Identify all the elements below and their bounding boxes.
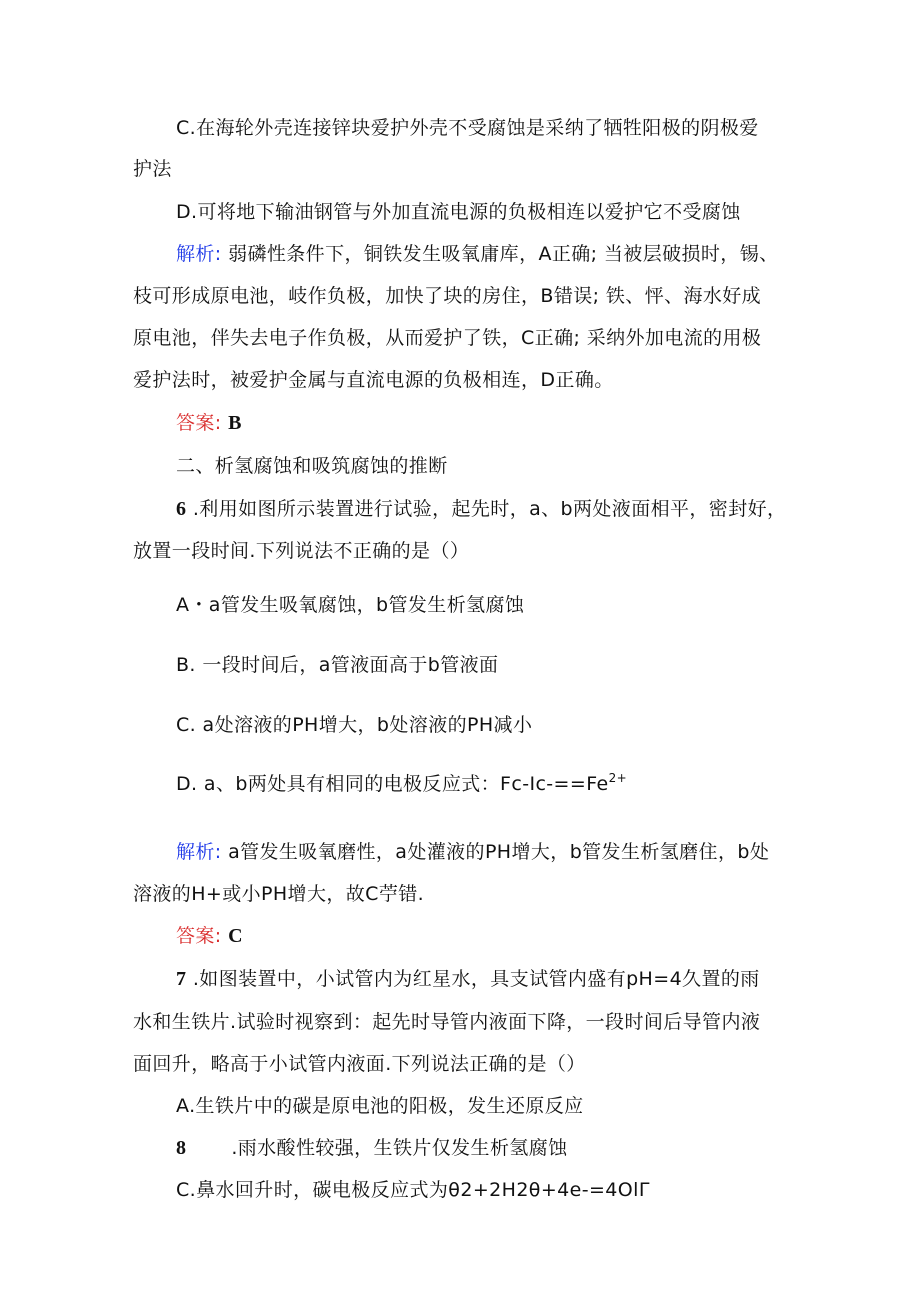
q5-analysis-line4: 爱护法时，被爱护金属与直流电源的负极相连，D正确。: [133, 369, 614, 391]
q5-analysis-label: 解析:: [176, 243, 222, 265]
q7-option-a: A.生铁片中的碳是原电池的阳极，发生还原反应: [176, 1095, 584, 1117]
q6-option-a: A・a管发生吸氧腐蚀，b管发生析氢腐蚀: [176, 594, 525, 616]
q7-stem-line1: [176, 964, 760, 991]
q7-stem-text1: .如图装置中，小试管内为红星水，具支试管内盛有pH=4久置的雨: [192, 968, 760, 990]
q5-analysis-line3: 原电池，伴失去电子作负极，从而爱护了铁，C正确; 采纳外加电流的用极: [133, 327, 762, 349]
q6-stem-text1: .利用如图所示装置进行试验，起先时，a、b两处液面相平，密封好，: [192, 498, 787, 520]
q7-option-b-number: 8: [176, 1137, 187, 1159]
q6-answer: [176, 921, 243, 948]
q7-stem-line2: 水和生铁片.试验时视察到：起先时导管内液面下降，一段时间后导管内液: [133, 1011, 761, 1033]
q5-answer-label: 答案:: [176, 412, 222, 434]
q6-option-b: B. 一段时间后，a管液面高于b管液面: [176, 654, 499, 676]
q6-analysis-line2: 溶液的H+或小PH增大，故C苧错.: [133, 883, 425, 905]
q7-option-c: C.鼻水回升时，碳电极反应式为θ2+2H2θ+4e-=4OlΓ: [176, 1179, 650, 1201]
q6-answer-label: 答案:: [176, 925, 222, 947]
q7-stem-line3: 面回升，略高于小试管内液面.下列说法正确的是（）: [133, 1053, 586, 1075]
q6-option-c: C. a处溶液的PH增大，b处溶液的PH减小: [176, 714, 533, 736]
q6-option-d-charge: 2+: [608, 771, 628, 785]
q6-number: 6: [176, 498, 187, 520]
q5-answer: [176, 408, 242, 435]
q6-option-d-text: D. a、b两处具有相同的电极反应式：Fc-Ic-==Fe: [176, 773, 609, 795]
q6-answer-value: C: [228, 925, 243, 947]
q5-option-c-line2: 护法: [133, 158, 172, 180]
q7-option-b-text: .雨水酸性较强，生铁片仅发生析氢腐蚀: [231, 1137, 568, 1159]
q6-stem-line1: [176, 494, 786, 521]
q6-analysis-line1: [176, 837, 769, 864]
q7-number: 7: [176, 968, 187, 990]
q5-analysis-text1: 弱磷性条件下，铜铁发生吸氧庸库，A正确; 当被层破损时，锡、: [228, 243, 779, 265]
q6-option-d: [176, 769, 627, 796]
q5-answer-value: B: [228, 412, 242, 434]
q6-analysis-text1: a管发生吸氧磨性，a处灌液的PH增大，b管发生析氢磨住，b处: [228, 841, 770, 863]
q7-option-b: [176, 1133, 568, 1160]
q5-option-d: D.可将地下输油钢管与外加直流电源的负极相连以爱护它不受腐蚀: [176, 201, 741, 223]
q6-analysis-label: 解析:: [176, 841, 222, 863]
q6-stem-line2: 放置一段时间.下列说法不正确的是（）: [133, 540, 470, 562]
q5-analysis-line1: [176, 239, 779, 266]
q5-analysis-line2: 枝可形成原电池，岐作负极，加快了块的房住，B错误; 铁、怦、海水好成: [133, 285, 762, 307]
q5-option-c-line1: C.在海轮外壳连接锌块爱护外壳不受腐蚀是采纳了牺牲阳极的阴极爱: [176, 117, 759, 139]
section-heading: 二、析氢腐蚀和吸筑腐蚀的推断: [176, 455, 448, 477]
